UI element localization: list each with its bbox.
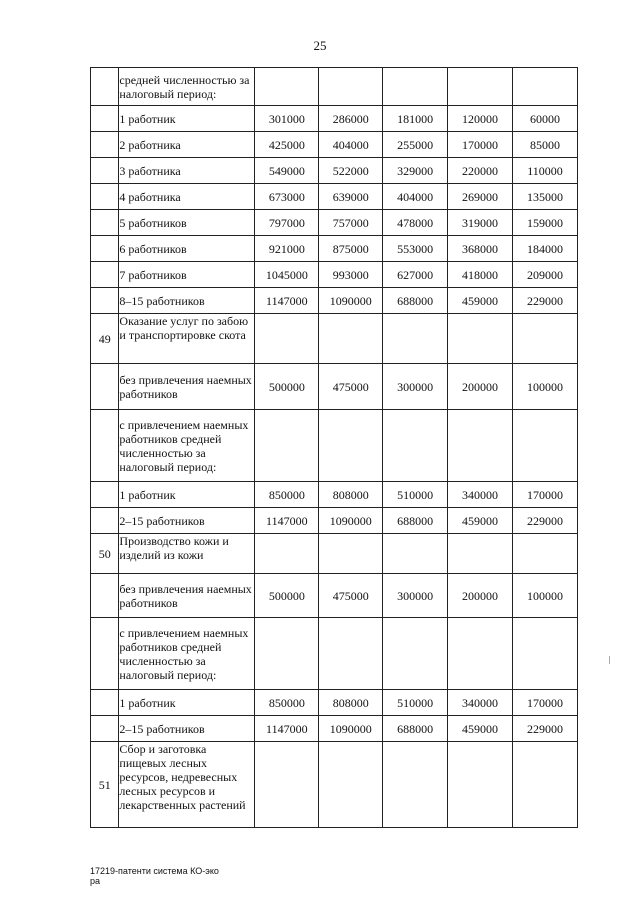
row-description: без привлечения наемных работников xyxy=(119,574,255,618)
rate-cell: 688000 xyxy=(383,288,448,314)
rate-cell: 475000 xyxy=(319,364,383,410)
row-number xyxy=(91,236,119,262)
rate-cell: 100000 xyxy=(513,364,578,410)
row-description: 2–15 работников xyxy=(119,716,255,742)
table-row xyxy=(91,534,578,574)
row-description: 4 работника xyxy=(119,184,255,210)
row-number: 51 xyxy=(91,742,119,828)
rate-cell xyxy=(383,68,448,106)
row-number xyxy=(91,618,119,690)
rate-cell: 170000 xyxy=(513,482,578,508)
row-number xyxy=(91,68,119,106)
rate-cell: 170000 xyxy=(513,690,578,716)
rate-cell: 170000 xyxy=(448,132,513,158)
rate-cell xyxy=(319,742,383,828)
footer-line-1: 17219-патенти система КО-эко xyxy=(90,866,219,876)
rate-cell: 319000 xyxy=(448,210,513,236)
rate-cell: 300000 xyxy=(383,364,448,410)
rate-cell: 639000 xyxy=(319,184,383,210)
table-row xyxy=(91,210,578,236)
rate-cell: 269000 xyxy=(448,184,513,210)
row-description: 6 работников xyxy=(119,236,255,262)
rate-cell xyxy=(255,618,319,690)
table-row xyxy=(91,716,578,742)
row-description: 8–15 работников xyxy=(119,288,255,314)
table-row xyxy=(91,288,578,314)
rate-cell xyxy=(448,742,513,828)
rate-cell: 200000 xyxy=(448,364,513,410)
row-number xyxy=(91,106,119,132)
rate-cell xyxy=(319,410,383,482)
rate-cell xyxy=(319,314,383,364)
rate-cell xyxy=(255,410,319,482)
row-description: 2 работника xyxy=(119,132,255,158)
rate-cell: 757000 xyxy=(319,210,383,236)
rate-cell xyxy=(255,534,319,574)
table-row xyxy=(91,132,578,158)
rate-cell: 120000 xyxy=(448,106,513,132)
rate-cell xyxy=(319,618,383,690)
rate-cell: 875000 xyxy=(319,236,383,262)
rate-cell xyxy=(383,534,448,574)
footer-line-2: ра xyxy=(90,876,101,886)
rate-cell xyxy=(513,742,578,828)
rate-cell: 627000 xyxy=(383,262,448,288)
rate-cell: 184000 xyxy=(513,236,578,262)
rate-cell xyxy=(448,534,513,574)
rate-cell xyxy=(513,534,578,574)
rate-cell: 135000 xyxy=(513,184,578,210)
rate-cell: 850000 xyxy=(255,690,319,716)
rate-cell: 229000 xyxy=(513,716,578,742)
rate-cell: 1147000 xyxy=(255,716,319,742)
rate-cell: 1147000 xyxy=(255,508,319,534)
rate-cell: 418000 xyxy=(448,262,513,288)
row-number xyxy=(91,210,119,236)
rate-cell xyxy=(255,68,319,106)
rate-cell xyxy=(448,314,513,364)
rate-cell: 459000 xyxy=(448,716,513,742)
row-number xyxy=(91,716,119,742)
rate-cell: 1090000 xyxy=(319,508,383,534)
rate-cell: 209000 xyxy=(513,262,578,288)
rate-cell: 921000 xyxy=(255,236,319,262)
rate-cell xyxy=(448,68,513,106)
rate-cell xyxy=(513,618,578,690)
rate-cell: 329000 xyxy=(383,158,448,184)
row-description: 1 работник xyxy=(119,106,255,132)
rate-cell: 85000 xyxy=(513,132,578,158)
rate-cell: 459000 xyxy=(448,288,513,314)
rate-cell: 500000 xyxy=(255,574,319,618)
rate-cell: 229000 xyxy=(513,508,578,534)
rate-cell: 459000 xyxy=(448,508,513,534)
rate-cell: 688000 xyxy=(383,508,448,534)
rate-cell: 549000 xyxy=(255,158,319,184)
rate-cell: 368000 xyxy=(448,236,513,262)
rate-cell: 301000 xyxy=(255,106,319,132)
row-number xyxy=(91,132,119,158)
table-row xyxy=(91,690,578,716)
rate-cell: 673000 xyxy=(255,184,319,210)
rate-cell: 404000 xyxy=(319,132,383,158)
rate-cell xyxy=(383,314,448,364)
row-description: 5 работников xyxy=(119,210,255,236)
rate-cell: 300000 xyxy=(383,574,448,618)
row-description: с привлечением наемных работников средней численностью за налоговый период: xyxy=(119,410,255,482)
rate-cell xyxy=(383,618,448,690)
rate-cell xyxy=(383,410,448,482)
table-row xyxy=(91,482,578,508)
rate-cell: 808000 xyxy=(319,482,383,508)
table-row xyxy=(91,68,578,106)
rate-cell: 1090000 xyxy=(319,288,383,314)
rate-cell: 510000 xyxy=(383,690,448,716)
row-description: 2–15 работников xyxy=(119,508,255,534)
rate-cell: 475000 xyxy=(319,574,383,618)
table-row xyxy=(91,158,578,184)
rate-cell: 1090000 xyxy=(319,716,383,742)
rate-cell: 553000 xyxy=(383,236,448,262)
rate-cell: 1147000 xyxy=(255,288,319,314)
row-description: Оказание услуг по забою и транспортировке скота xyxy=(119,314,255,364)
table-row xyxy=(91,184,578,210)
row-description: с привлечением наемных работников средней численностью за налоговый период: xyxy=(119,618,255,690)
rate-cell: 808000 xyxy=(319,690,383,716)
table-row xyxy=(91,410,578,482)
row-number xyxy=(91,574,119,618)
row-number xyxy=(91,288,119,314)
rate-cell: 286000 xyxy=(319,106,383,132)
row-description: 1 работник xyxy=(119,690,255,716)
row-description: 3 работника xyxy=(119,158,255,184)
rate-cell xyxy=(513,314,578,364)
row-number xyxy=(91,262,119,288)
row-description: 7 работников xyxy=(119,262,255,288)
row-number xyxy=(91,410,119,482)
table-row xyxy=(91,314,578,364)
table-row xyxy=(91,574,578,618)
table-row xyxy=(91,508,578,534)
table-row xyxy=(91,236,578,262)
rate-cell: 60000 xyxy=(513,106,578,132)
row-number xyxy=(91,690,119,716)
rate-cell: 688000 xyxy=(383,716,448,742)
rate-cell: 110000 xyxy=(513,158,578,184)
row-number: 49 xyxy=(91,314,119,364)
scan-mark xyxy=(609,656,610,664)
row-number xyxy=(91,508,119,534)
document-footer xyxy=(90,866,219,886)
patent-rates-table xyxy=(90,67,578,828)
rate-cell xyxy=(255,314,319,364)
rate-cell xyxy=(319,68,383,106)
rate-cell: 181000 xyxy=(383,106,448,132)
rate-cell: 255000 xyxy=(383,132,448,158)
row-number xyxy=(91,184,119,210)
table-row xyxy=(91,618,578,690)
table-row xyxy=(91,742,578,828)
rate-cell xyxy=(319,534,383,574)
row-description: средней численностью за налоговый период: xyxy=(119,68,255,106)
rate-cell: 993000 xyxy=(319,262,383,288)
rate-cell: 797000 xyxy=(255,210,319,236)
table-row xyxy=(91,106,578,132)
row-number xyxy=(91,482,119,508)
rate-cell: 229000 xyxy=(513,288,578,314)
row-number xyxy=(91,158,119,184)
row-number xyxy=(91,364,119,410)
rate-cell: 220000 xyxy=(448,158,513,184)
rate-cell: 500000 xyxy=(255,364,319,410)
table-row xyxy=(91,364,578,410)
rate-cell: 850000 xyxy=(255,482,319,508)
rate-cell: 478000 xyxy=(383,210,448,236)
page-number: 25 xyxy=(313,38,327,53)
rate-cell xyxy=(513,410,578,482)
rate-cell xyxy=(383,742,448,828)
rate-cell xyxy=(513,68,578,106)
row-description: Сбор и заготовка пищевых лесных ресурсов, недревесных лесных ресурсов и лекарственных растений xyxy=(119,742,255,828)
rate-cell: 522000 xyxy=(319,158,383,184)
rate-cell: 510000 xyxy=(383,482,448,508)
rate-cell: 200000 xyxy=(448,574,513,618)
rate-cell: 1045000 xyxy=(255,262,319,288)
rate-cell: 425000 xyxy=(255,132,319,158)
row-description: Производство кожи и изделий из кожи xyxy=(119,534,255,574)
rate-cell xyxy=(448,410,513,482)
rate-cell: 404000 xyxy=(383,184,448,210)
row-description: без привлечения наемных работников xyxy=(119,364,255,410)
rate-cell: 340000 xyxy=(448,482,513,508)
rate-cell xyxy=(255,742,319,828)
rate-cell: 159000 xyxy=(513,210,578,236)
rate-cell: 100000 xyxy=(513,574,578,618)
rate-cell xyxy=(448,618,513,690)
table-row xyxy=(91,262,578,288)
rate-cell: 340000 xyxy=(448,690,513,716)
row-number: 50 xyxy=(91,534,119,574)
row-description: 1 работник xyxy=(119,482,255,508)
